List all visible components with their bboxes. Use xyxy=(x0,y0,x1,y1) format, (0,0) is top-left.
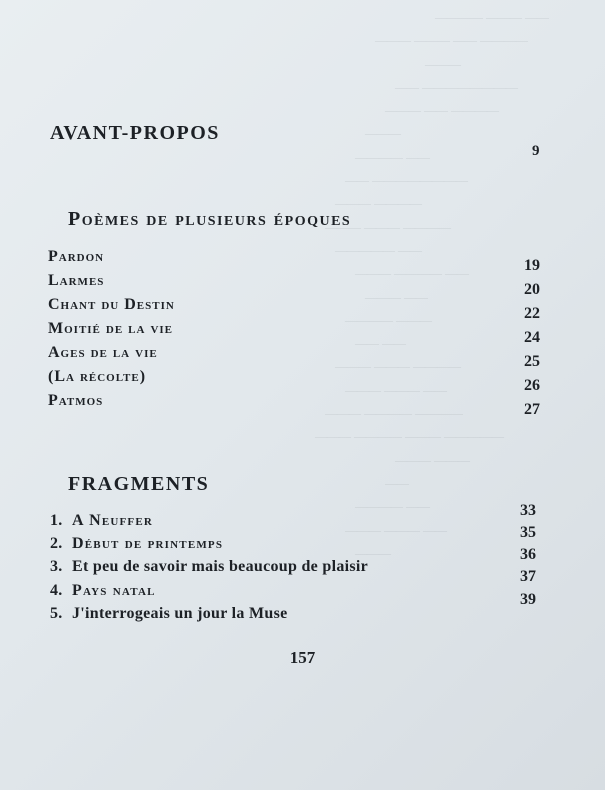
fragment-entry xyxy=(50,558,368,576)
fragment-title: Pays natal xyxy=(72,582,156,599)
section-heading-fragments: FRAGMENTS xyxy=(68,473,210,495)
fragment-title: J'interrogeais un jour la Muse xyxy=(72,605,288,622)
toc-entry-title: Chant du Destin xyxy=(48,296,175,313)
toc-entry-page: 22 xyxy=(524,305,540,322)
toc-entry-page: 26 xyxy=(524,377,540,394)
fragment-title: Et peu de savoir mais beaucoup de plaisir xyxy=(72,558,369,575)
fragment-number: 3. xyxy=(50,558,63,575)
fragment-title: A Neuffer xyxy=(72,512,154,529)
fragment-title: Début de printemps xyxy=(72,535,224,552)
fragment-entry xyxy=(50,582,156,600)
section-heading-poemes: Poèmes de plusieurs époques xyxy=(68,208,352,230)
toc-entry-page: 20 xyxy=(524,281,540,298)
toc-entry-title: Moitié de la vie xyxy=(48,320,174,337)
toc-entry-page: 24 xyxy=(524,329,540,346)
fragment-entry xyxy=(50,512,153,530)
fragment-page: 35 xyxy=(520,524,536,541)
toc-entry-title: (La récolte) xyxy=(48,368,147,385)
fragment-number: 1. xyxy=(50,512,63,529)
fragment-number: 5. xyxy=(50,605,63,622)
toc-entry-title: Larmes xyxy=(48,272,105,289)
toc-entry-title: Pardon xyxy=(48,248,105,265)
section-heading-avant-propos: AVANT-PROPOS xyxy=(50,122,220,144)
fragment-entry xyxy=(50,535,223,553)
fragment-entry xyxy=(50,605,288,623)
toc-entry-title: Patmos xyxy=(48,392,104,409)
toc-entry-title: Ages de la vie xyxy=(48,344,158,361)
show-through-text: ———— ——— —— ——— ——— —— ———— ——— —— ———————— ——— —— ———— ——— ———— —— —— ———————— ——— ———— ——— ——— ———— ————— —— ——— ———— —— ——— —— ———— ——— —— —— ——— ——— ———— ——— ——— —— ——— ———— ———— ——— ———— ——— ————— ——— ——— —— ———— —— ——— ——— —— ——— xyxy=(315,10,549,560)
fragment-page: 33 xyxy=(520,502,536,519)
fragment-number: 2. xyxy=(50,535,63,552)
toc-entry-page: 25 xyxy=(524,353,540,370)
fragment-page: 39 xyxy=(520,591,536,608)
toc-entry-page: 27 xyxy=(524,401,540,418)
page-folio: 157 xyxy=(289,648,316,667)
fragment-page: 37 xyxy=(520,568,536,585)
fragment-page: 36 xyxy=(520,546,536,563)
page-number-avant-propos: 9 xyxy=(532,143,540,159)
fragment-number: 4. xyxy=(50,582,63,599)
toc-entry-page: 19 xyxy=(524,257,540,274)
